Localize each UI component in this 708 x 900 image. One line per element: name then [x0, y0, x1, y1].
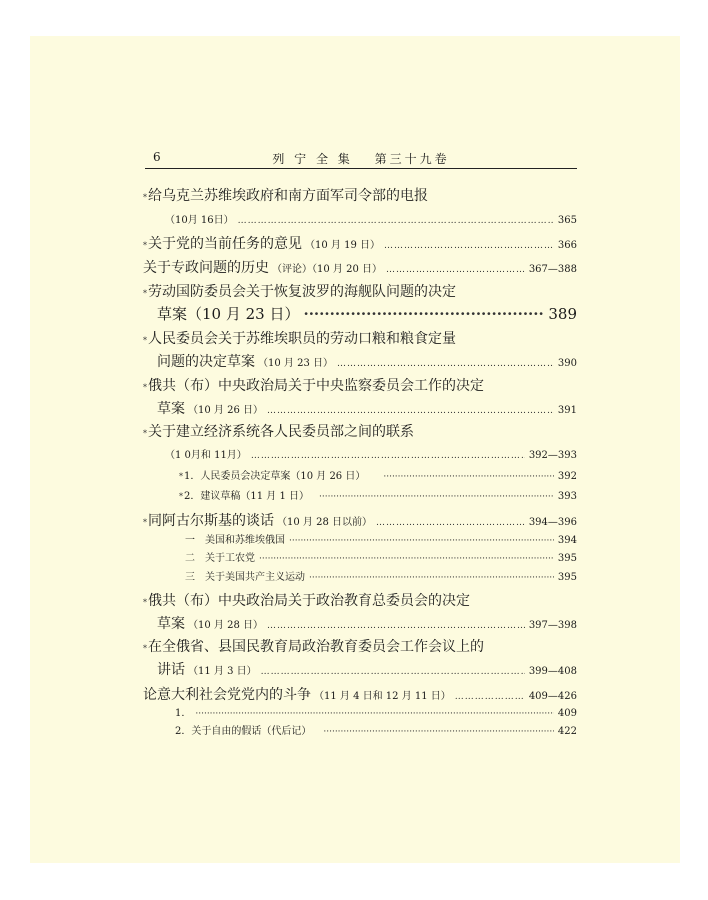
entry-title: 俄共（布）中央政治局关于政治教育总委员会的决定 [148, 593, 470, 609]
toc-entry [143, 398, 577, 418]
asterisk-mark: * [143, 193, 147, 202]
toc-subentry [143, 487, 577, 502]
entry-page: 392—393 [528, 450, 577, 461]
entry-title: 草案 [157, 616, 185, 632]
toc-entry [143, 233, 577, 253]
entry-date: （10 月 26 日） [188, 405, 263, 416]
toc-entry [143, 684, 577, 704]
entry-page: 390 [557, 358, 577, 369]
entry-page: 394 [557, 535, 577, 546]
dot-leader [455, 692, 525, 702]
subentry-title: 2．建议草稿（11 月 1 日） [184, 491, 309, 502]
asterisk-mark: * [143, 598, 147, 607]
entry-title: 关于专政问题的历史 [143, 260, 269, 276]
asterisk-mark: * [143, 289, 147, 298]
asterisk-mark: * [143, 429, 147, 438]
toc-entry [143, 328, 577, 348]
dot-leader [238, 216, 554, 226]
toc-entry [143, 636, 577, 656]
dot-leader [376, 518, 525, 528]
asterisk-mark: * [143, 241, 147, 250]
subentry-title: 二 关于工农党 [185, 553, 255, 564]
entry-page: 394—396 [528, 517, 577, 528]
entry-date: （11 月 3 日） [188, 666, 257, 677]
toc-entry [143, 303, 577, 324]
dot-leader [303, 305, 544, 323]
entry-page: 393 [557, 491, 577, 502]
dot-leader [323, 727, 554, 737]
entry-date: （11 月 4 日和 12 月 11 日） [314, 691, 451, 702]
dot-leader [337, 359, 554, 369]
dot-leader [319, 492, 554, 502]
toc-entry [143, 185, 577, 205]
entry-title: 讲话 [157, 662, 185, 678]
entry-title: 俄共（布）中央政治局关于中央监察委员会工作的决定 [148, 378, 484, 394]
asterisk-mark: * [143, 336, 147, 345]
entry-title: 草案 [157, 401, 185, 417]
entry-title: 关于党的当前任务的意见 [148, 236, 302, 252]
entry-date: （10 月 28 日以前） [277, 517, 372, 528]
dot-leader [251, 451, 525, 461]
asterisk-mark: * [143, 644, 147, 653]
dot-leader [386, 265, 525, 275]
page-number: 6 [153, 150, 162, 164]
subentry-title: 一 美国和苏维埃俄国 [185, 535, 285, 546]
dot-leader [309, 573, 554, 583]
toc-subentry [143, 467, 577, 482]
entry-title: 问题的决定草案 [157, 354, 255, 370]
toc-entry [143, 351, 577, 371]
entry-date: （10月 16日） [165, 215, 234, 226]
entry-date: （评论）（10 月 20 日） [272, 264, 382, 275]
subentry-title: 1．人民委员会决定草案（10 月 26 日） [184, 471, 366, 482]
entry-title: 草案（10 月 23 日） [157, 305, 300, 323]
entry-date: （1 0月和 11月） [165, 450, 247, 461]
dot-leader [384, 241, 554, 251]
toc-entry [143, 510, 577, 530]
asterisk-mark: * [143, 383, 147, 392]
asterisk-mark: * [179, 472, 183, 481]
entry-title: 在全俄省、县国民教育局政治教育委员会工作会议上的 [148, 639, 484, 655]
dot-leader [261, 667, 525, 677]
entry-page: 367—388 [528, 264, 577, 275]
entry-page: 365 [557, 215, 577, 226]
entry-date: （10 月 19 日） [305, 240, 380, 251]
subentry-title: 三 关于美国共产主义运动 [185, 572, 305, 583]
entry-page: 395 [557, 572, 577, 583]
entry-page: 389 [548, 305, 577, 323]
entry-page: 409—426 [528, 691, 577, 702]
entry-page: 392 [557, 471, 577, 482]
dot-leader [383, 472, 554, 482]
entry-title: 同阿古尔斯基的谈话 [148, 513, 274, 529]
running-title: 列 宁 全 集 第三十九卷 [272, 152, 450, 166]
toc-subentry [143, 531, 577, 546]
dot-leader [267, 406, 554, 416]
toc-subentry [143, 704, 577, 719]
subentry-title: 2．关于自由的假话（代后记） [175, 726, 312, 737]
entry-title: 人民委员会关于苏维埃职员的劳动口粮和粮食定量 [148, 331, 456, 347]
subentry-title: 1． [175, 708, 192, 719]
entry-date: （10 月 23 日） [258, 358, 333, 369]
toc-entry [143, 590, 577, 610]
toc-entry [143, 659, 577, 679]
entry-page: 422 [557, 726, 577, 737]
entry-page: 391 [557, 405, 577, 416]
toc-subentry [143, 568, 577, 583]
entry-date: （10 月 28 日） [188, 620, 263, 631]
entry-page: 397—398 [528, 620, 577, 631]
toc-subentry [143, 722, 577, 737]
toc-entry [143, 446, 577, 461]
asterisk-mark: * [179, 492, 183, 501]
dot-leader [289, 536, 554, 546]
entry-page: 366 [557, 240, 577, 251]
dot-leader [267, 621, 525, 631]
dot-leader [259, 554, 554, 564]
entry-title: 论意大利社会党党内的斗争 [143, 687, 311, 703]
toc-subentry [143, 549, 577, 564]
toc-entry [143, 257, 577, 277]
entry-page: 399—408 [528, 666, 577, 677]
dot-leader [195, 709, 554, 719]
toc-entry [143, 211, 577, 226]
entry-title: 关于建立经济系统各人民委员部之间的联系 [148, 424, 414, 440]
entry-page: 409 [557, 708, 577, 719]
entry-title: 劳动国防委员会关于恢复波罗的海舰队问题的决定 [148, 284, 456, 300]
toc-entry [143, 421, 577, 441]
asterisk-mark: * [143, 518, 147, 527]
toc-entry [143, 375, 577, 395]
running-header [145, 148, 577, 169]
entry-title: 给乌克兰苏维埃政府和南方面军司令部的电报 [148, 188, 428, 204]
entry-page: 395 [557, 553, 577, 564]
toc-entry [143, 281, 577, 301]
toc-entry [143, 613, 577, 633]
